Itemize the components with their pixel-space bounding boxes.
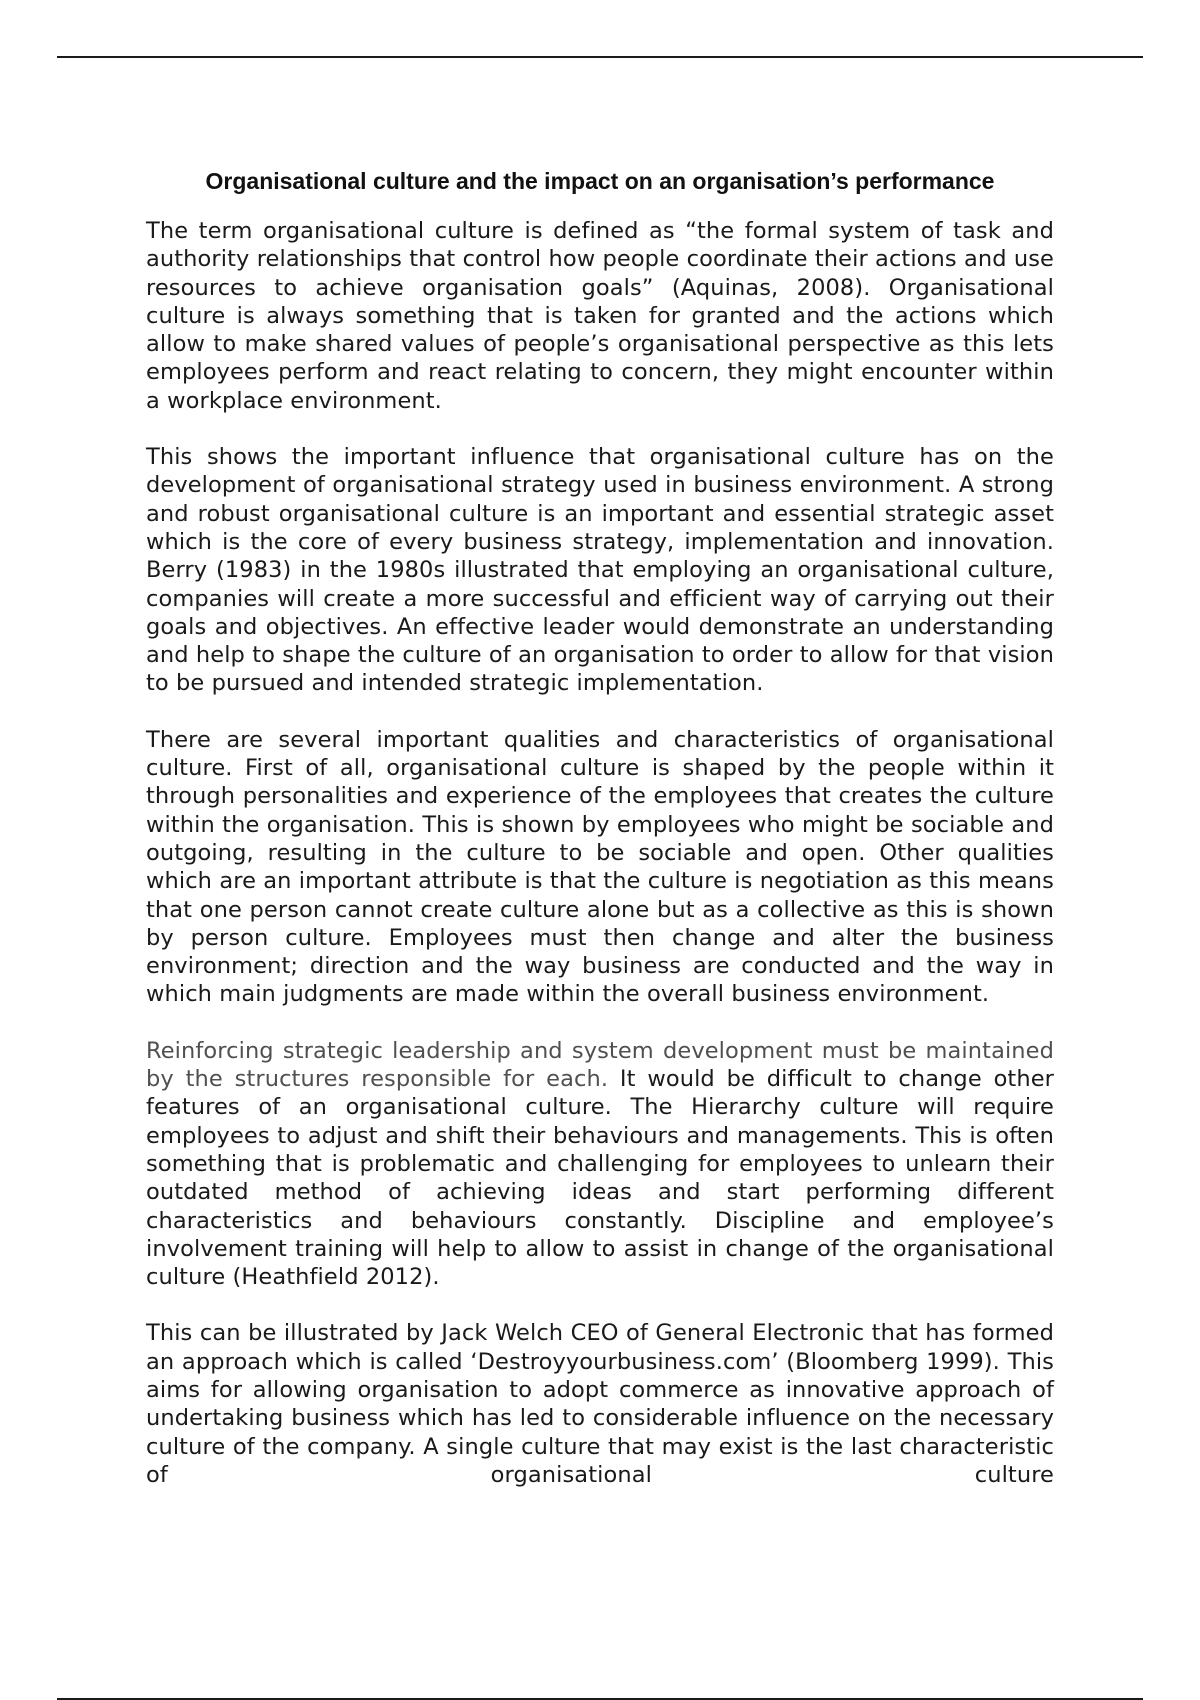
paragraph-5: This can be illustrated by Jack Welch CEO of General Electronic that has formed an approach which is called ‘Destroyyourbusiness.com’ (Bloomberg 1999). This aims for allowing organisation to adopt commerce as innovative approach of undertaking business which has led to considerable influence on the necessary culture of the company. A single culture that may exist is the last characteristic of organisational culture [146, 1320, 1054, 1488]
document-title: Organisational culture and the impact on an organisation’s performance [205, 168, 995, 194]
paragraph-2: This shows the important influence that organisational culture has on the development of organisational strategy used in business environment. A strong and robust organisational culture is an important and essential strategic asset which is the core of every business strategy, implementation and innovation. Berry (1983) in the 1980s illustrated that employing an organisational culture, companies will create a more successful and efficient way of carrying out their goals and objectives. An effective leader would demonstrate an understanding and help to shape the culture of an organisation to order to allow for that vision to be pursued and intended strategic implementation. [146, 444, 1054, 697]
header-rule [57, 56, 1143, 58]
document-body [146, 163, 1054, 1489]
paragraph-3: There are several important qualities and characteristics of organisational culture. First of all, organisational culture is shaped by the people within it through personalities and experience of the employees that creates the culture within the organisation. This is shown by employees who might be sociable and outgoing, resulting in the culture to be sociable and open. Other qualities which are an important attribute is that the culture is negotiation as this means that one person cannot create culture alone but as a collective as this is shown by person culture. Employees must then change and alter the business environment; direction and the way business are conducted and the way in which main judgments are made within the overall business environment. [146, 726, 1054, 1008]
paragraph-1: The term organisational culture is defined as “the formal system of task and authority relationships that control how people coordinate their actions and use resources to achieve organisation goals” (Aquinas, 2008). Organisational culture is always something that is taken for granted and the actions which allow to make shared values of people’s organisational perspective as this lets employees perform and react relating to concern, they might encounter within a workplace environment. [146, 218, 1054, 414]
paragraph-4-text: It would be difficult to change other features of an organisational culture. The Hierarchy culture will require employees to adjust and shift their behaviours and managements. This is often something that is problematic and challenging for employees to unlearn their outdated method of achieving ideas and start performing different characteristics and behaviours constantly. Discipline and employee’s involvement training will help to allow to assist in change of the organisational culture (Heathfield 2012). [146, 1066, 1055, 1291]
paragraph-4-muted-text: Reinforcing strategic leadership and system development must be maintained by the structures responsible for each. [146, 1037, 1054, 1093]
paragraph-4 [146, 1037, 1054, 1292]
